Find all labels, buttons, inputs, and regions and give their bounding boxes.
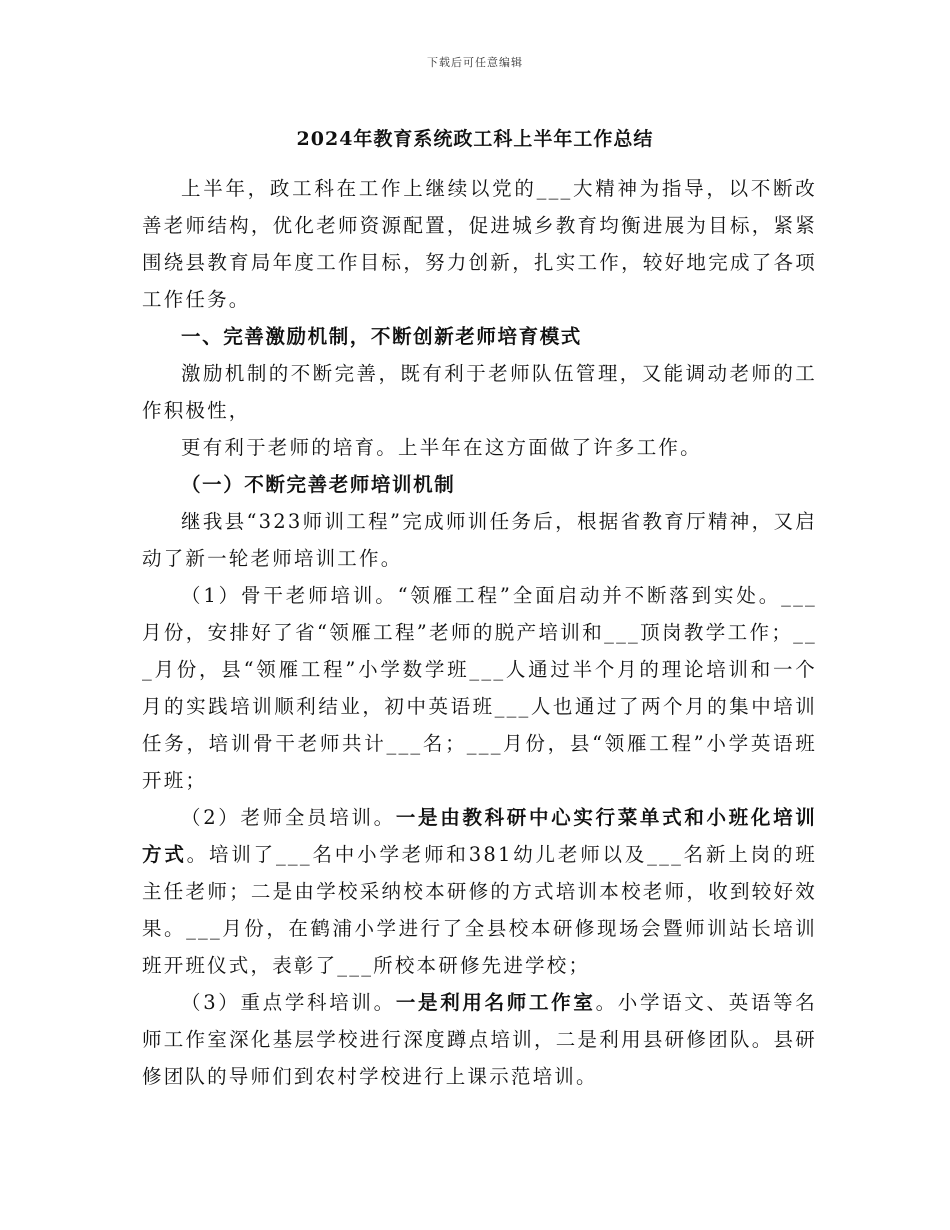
item3-lead: （3）重点学科培训。: [181, 991, 396, 1014]
item3-bold: 一是利用名师工作室: [395, 991, 596, 1014]
subsection-heading-1: （一）不断完善老师培训机制: [181, 473, 456, 496]
section1-paragraph-1: 激励机制的不断完善，既有利于老师队伍管理，又能调动老师的工作积极性，: [142, 362, 817, 422]
item-1-backbone-training: （1）骨干老师培训。“领雁工程”全面启动并不断落到实处。___月份，安排好了省“领雁工程”老师的脱产培训和___顶岗教学工作；___月份，县“领雁工程”小学数学班___人通过半个月的理论培训和一个月的实践培训顺利结业，初中英语班___人也通过了两个月的集中培训任务，培训骨干老师共计___名；___月份，县“领雁工程”小学英语班开班；: [142, 584, 817, 792]
section-heading-1: 一、完善激励机制，不断创新老师培育模式: [181, 325, 582, 348]
document-body: [142, 170, 817, 1095]
item3-rest: 。小学语文、英语等名师工作室深化基层学校进行深度蹲点培训，二是利用县研修团队。县研修团队的导师们到农村学校进行上课示范培训。: [142, 991, 817, 1088]
download-note: 下载后可任意编辑: [427, 56, 523, 69]
section1-paragraph-2: 更有利于老师的培育。上半年在这方面做了许多工作。: [181, 436, 702, 459]
item2-lead: （2）老师全员培训。: [181, 806, 396, 829]
intro-paragraph: 上半年，政工科在工作上继续以党的___大精神为指导，以不断改善老师结构，优化老师资源配置，促进城乡教育均衡进展为目标，紧紧围绕县教育局年度工作目标，努力创新，扎实工作，较好地完成了各项工作任务。: [142, 177, 817, 311]
item-3-key-subject-training: [142, 984, 817, 1095]
item2-rest: 。培训了___名中小学老师和381幼儿老师以及___名新上岗的班主任老师；二是由学校采纳校本研修的方式培训本校老师，收到较好效果。___月份，在鹤浦小学进行了全县校本研修现场会暨师训站长培训班开班仪式，表彰了___所校本研修先进学校；: [142, 843, 818, 977]
document-title: 2024年教育系统政工科上半年工作总结: [296, 128, 654, 150]
subsection1-paragraph-1: 继我县“323师训工程”完成师训任务后，根据省教育厅精神，又启动了新一轮老师培训工作。: [142, 510, 817, 570]
item2-bold: 一是由教科研中心实行菜单式和小班化培训方式: [142, 806, 817, 866]
item-2-full-staff-training: [142, 799, 817, 984]
